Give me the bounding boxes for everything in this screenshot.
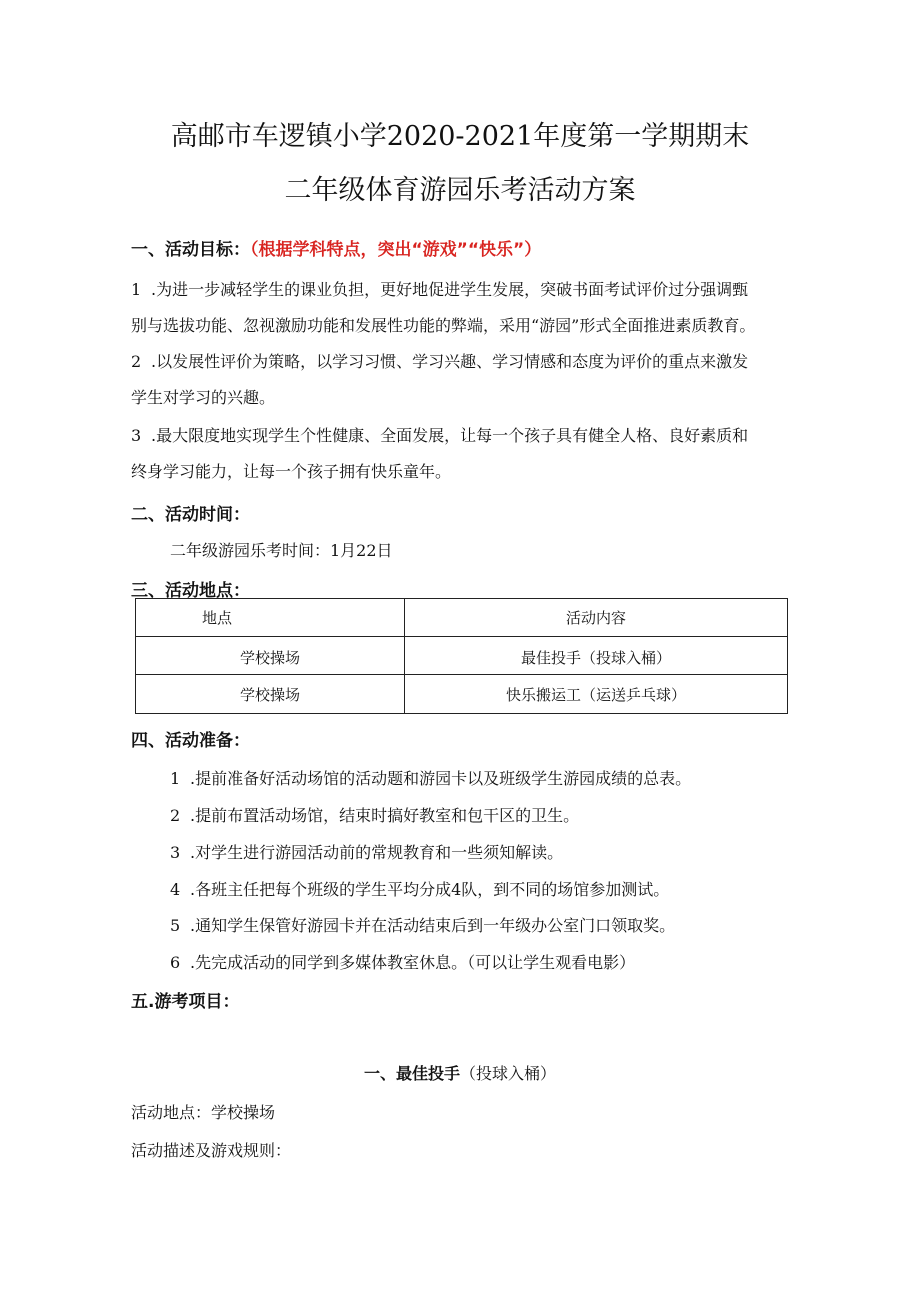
table-row bbox=[136, 637, 788, 675]
goal-item-3-number: 3 bbox=[131, 426, 142, 445]
goal-item-1-line1 bbox=[131, 272, 795, 308]
section3-heading: 三、活动地点： bbox=[131, 581, 250, 601]
prep-item-4 bbox=[170, 877, 669, 900]
section4-heading: 四、活动准备： bbox=[131, 731, 250, 751]
prep-item-1-number: 1 bbox=[170, 769, 181, 788]
section1-heading-text: 一、活动目标： bbox=[131, 240, 250, 260]
location-table bbox=[135, 598, 788, 714]
event-subtitle-name: 一、最佳投手 bbox=[363, 1064, 460, 1083]
document-title-line1: 高邮市车逻镇小学2020-2021年度第一学期期末 bbox=[170, 121, 750, 152]
prep-item-2 bbox=[170, 803, 579, 826]
prep-item-2-text: .提前布置活动场馆，结束时搞好教室和包干区的卫生。 bbox=[190, 806, 580, 825]
goal-item-2-text: .以发展性评价为策略，以学习习惯、学习兴趣、学习情感和态度为评价的重点来激发 bbox=[151, 352, 749, 371]
table-cell-content: 最佳投手（投球入桶） bbox=[405, 637, 788, 675]
goal-item-1-number: 1 bbox=[131, 280, 142, 299]
goal-item-3-text: .最大限度地实现学生个性健康、全面发展，让每一个孩子具有健全人格、良好素质和 bbox=[151, 426, 749, 445]
goal-item-2-line1 bbox=[131, 344, 795, 380]
table-cell-location: 学校操场 bbox=[136, 675, 405, 714]
table-cell-content: 快乐搬运工（运送乒乓球） bbox=[405, 675, 788, 714]
goal-item-2-line2: 学生对学习的兴趣。 bbox=[131, 388, 276, 407]
table-header-location: 地点 bbox=[136, 599, 405, 637]
section1-note: （根据学科特点，突出“游戏”“快乐”） bbox=[250, 240, 542, 260]
activity-time-text: 二年级游园乐考时间：1月22日 bbox=[170, 541, 393, 560]
prep-item-5-number: 5 bbox=[170, 916, 181, 935]
goal-item-2-number: 2 bbox=[131, 352, 142, 371]
prep-item-1 bbox=[170, 766, 691, 789]
prep-item-5 bbox=[170, 913, 675, 936]
goal-item-3-line2: 终身学习能力，让每一个孩子拥有快乐童年。 bbox=[131, 462, 452, 481]
document-title-line2: 二年级体育游园乐考活动方案 bbox=[284, 175, 636, 206]
prep-item-6-text: .先完成活动的同学到多媒体教室休息。（可以让学生观看电影） bbox=[190, 953, 636, 972]
event-rules-label: 活动描述及游戏规则： bbox=[131, 1141, 292, 1160]
table-header-content: 活动内容 bbox=[405, 599, 788, 637]
event-subtitle-note: （投球入桶） bbox=[460, 1064, 557, 1083]
section5-heading: 五.游考项目： bbox=[131, 992, 240, 1012]
prep-item-4-text: .各班主任把每个班级的学生平均分成4队，到不同的场馆参加测试。 bbox=[190, 880, 670, 899]
prep-item-3 bbox=[170, 840, 563, 863]
section1-heading bbox=[131, 235, 541, 260]
event-subtitle bbox=[0, 1061, 920, 1084]
table-header-row bbox=[136, 599, 788, 637]
event-location: 活动地点：学校操场 bbox=[131, 1103, 276, 1122]
section2-heading: 二、活动时间： bbox=[131, 505, 250, 525]
prep-item-4-number: 4 bbox=[170, 880, 181, 899]
prep-item-6 bbox=[170, 950, 635, 973]
prep-item-3-text: .对学生进行游园活动前的常规教育和一些须知解读。 bbox=[190, 843, 564, 862]
prep-item-3-number: 3 bbox=[170, 843, 181, 862]
goal-item-1 bbox=[131, 272, 795, 344]
goal-item-3-line1 bbox=[131, 418, 795, 454]
prep-item-6-number: 6 bbox=[170, 953, 181, 972]
goal-item-1-text: .为进一步减轻学生的课业负担，更好地促进学生发展，突破书面考试评价过分强调甄 bbox=[151, 280, 749, 299]
table-cell-location: 学校操场 bbox=[136, 637, 405, 675]
goal-item-3 bbox=[131, 418, 795, 490]
table-row bbox=[136, 675, 788, 714]
goal-item-1-line2: 别与选拔功能、忽视激励功能和发展性功能的弊端，采用“游园”形式全面推进素质教育。 bbox=[131, 316, 756, 335]
prep-item-2-number: 2 bbox=[170, 806, 181, 825]
goal-item-2 bbox=[131, 344, 795, 416]
prep-item-1-text: .提前准备好活动场馆的活动题和游园卡以及班级学生游园成绩的总表。 bbox=[190, 769, 692, 788]
prep-item-5-text: .通知学生保管好游园卡并在活动结束后到一年级办公室门口领取奖。 bbox=[190, 916, 676, 935]
